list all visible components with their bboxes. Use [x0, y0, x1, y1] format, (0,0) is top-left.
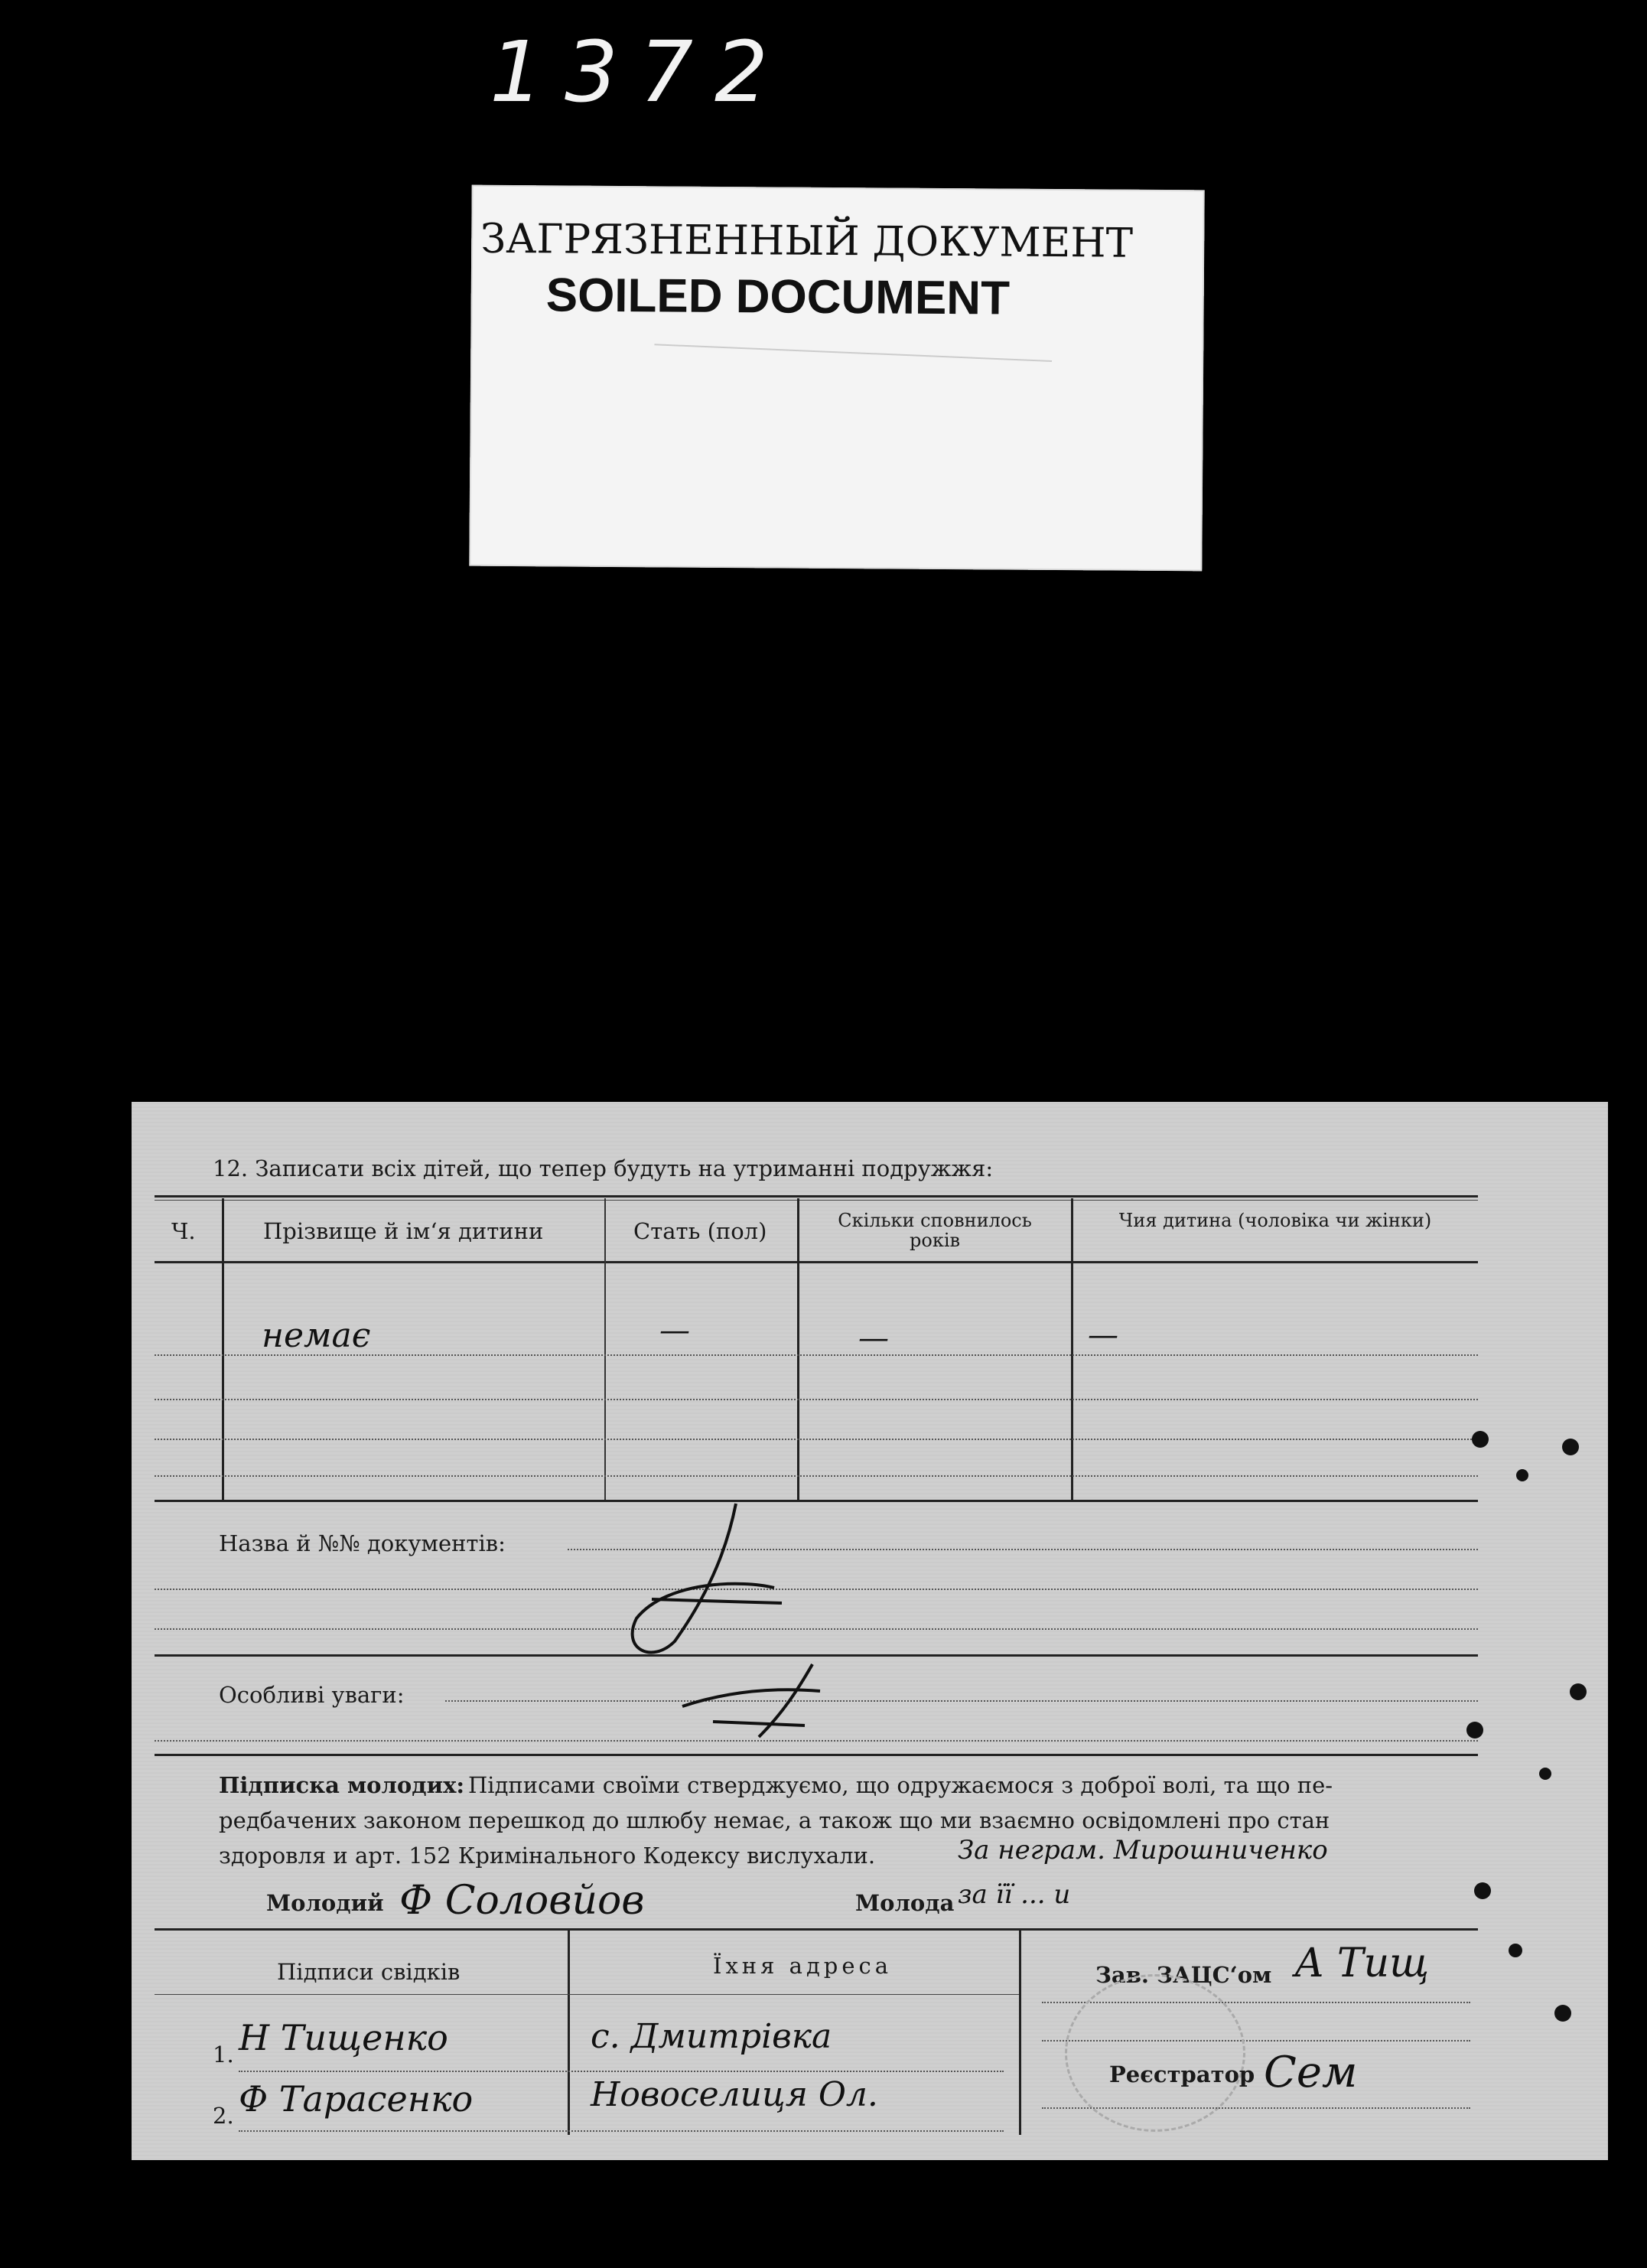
label-english: SOILED DOCUMENT — [545, 269, 1011, 325]
row-line-4 — [155, 1475, 1478, 1477]
notes-strike-mark — [667, 1653, 843, 1752]
form-card — [132, 1102, 1608, 2160]
header-whose-child: Чия дитина (чоловіка чи жінки) — [1118, 1210, 1432, 1231]
bride-note-line-1: За неграм. Мирошниченко — [958, 1835, 1328, 1866]
child-name-value: немає — [262, 1316, 371, 1355]
punch-hole — [1472, 1431, 1489, 1448]
declaration-line-3: здоровля и арт. 152 Кримінального Кодексу вислухали. — [219, 1843, 876, 1869]
witness-line-2 — [239, 2130, 1004, 2132]
registrar-label: Реєстратор — [1109, 2061, 1255, 2087]
notes-line-1 — [445, 1700, 1478, 1702]
groom-label: Молодий — [266, 1890, 384, 1916]
documents-strike-mark — [606, 1496, 835, 1672]
witness-1-signature: Н Тищенко — [239, 2017, 448, 2058]
witness-header: Підписи свідків — [277, 1959, 461, 1985]
witness-line-1 — [239, 2071, 1004, 2072]
documents-label: Назва й №№ документів: — [219, 1530, 506, 1556]
col-divider-1 — [222, 1198, 224, 1500]
punch-hole — [1539, 1768, 1551, 1780]
header-child-name: Прізвище й ім‘я дитини — [263, 1218, 544, 1244]
registry-col-divider — [1019, 1928, 1021, 2135]
address-header: Їхня адреса — [713, 1953, 893, 1979]
punch-hole — [1562, 1439, 1579, 1455]
registrar-line — [1042, 2107, 1470, 2109]
child-age-value: — — [858, 1321, 889, 1356]
witness-2-address: Новоселиця Ол. — [591, 2075, 878, 2114]
registrar-signature: Сем — [1264, 2048, 1358, 2097]
child-whose-value: — — [1088, 1318, 1118, 1353]
punch-hole — [1466, 1722, 1483, 1738]
soiled-document-label — [469, 185, 1204, 572]
declaration-line-2: редбачених законом перешкод до шлюбу немає, а також що ми взаємно освідомлені про стан — [219, 1807, 1330, 1833]
table-top-rule-2 — [155, 1200, 1478, 1201]
label-russian: ЗАГРЯЗНЕННЫЙ ДОКУМЕНТ — [480, 215, 1134, 267]
punch-hole — [1509, 1944, 1522, 1957]
row-line-3 — [155, 1439, 1478, 1440]
witness-2-num: 2. — [213, 2103, 234, 2129]
witness-col-divider — [568, 1928, 570, 2135]
punch-hole — [1570, 1683, 1587, 1700]
archive-number: 1372 — [490, 23, 789, 121]
bride-note-line-2: за її ... и — [958, 1879, 1071, 1910]
col-divider-2 — [604, 1198, 606, 1500]
row-line-2 — [155, 1399, 1478, 1400]
header-number: Ч. — [171, 1218, 196, 1244]
label-smudge — [654, 344, 1052, 362]
punch-hole — [1474, 1882, 1491, 1899]
witness-1-num: 1. — [213, 2042, 234, 2068]
punch-hole — [1554, 2005, 1571, 2022]
registry-head-signature: А Тищ — [1294, 1941, 1430, 1986]
declaration-line-1: Підписами своїми стверджуємо, що одружаємося з доброї волі, та що пе- — [468, 1772, 1333, 1798]
table-top-rule — [155, 1195, 1478, 1198]
table-header-rule — [155, 1261, 1478, 1263]
child-sex-value: — — [659, 1313, 690, 1348]
notes-label: Особливі уваги: — [219, 1682, 405, 1708]
declaration-heading: Підписка молодих: — [219, 1772, 465, 1798]
witness-2-signature: Ф Тарасенко — [239, 2078, 474, 2120]
declaration-top-rule — [155, 1754, 1478, 1756]
groom-signature: Ф Соловйов — [399, 1878, 645, 1924]
registry-head-label: Зав. ЗАЦС‘ом — [1095, 1962, 1272, 1988]
witness-header-rule — [155, 1994, 1019, 1995]
col-divider-4 — [1071, 1198, 1073, 1500]
bride-label: Молода — [855, 1890, 955, 1916]
section12-title: 12. Записати всіх дітей, що тепер будуть на утриманні подружжя: — [213, 1155, 994, 1181]
header-sex: Стать (пол) — [633, 1218, 767, 1244]
punch-hole — [1516, 1469, 1528, 1481]
header-age: Скільки сповнилось років — [838, 1210, 1032, 1251]
col-divider-3 — [797, 1198, 799, 1500]
witness-top-rule — [155, 1928, 1478, 1931]
witness-1-address: с. Дмитрівка — [591, 2017, 832, 2056]
